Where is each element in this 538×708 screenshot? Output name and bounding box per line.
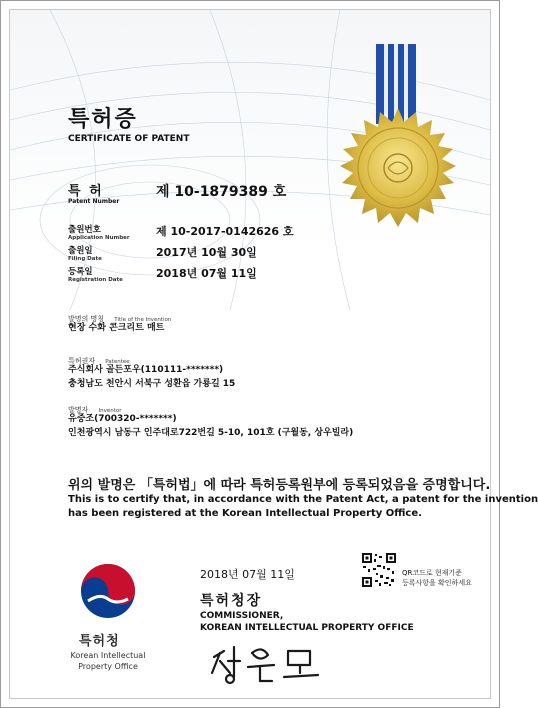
office-name-ko: 특허청 — [79, 634, 120, 649]
registration-date-value: 2018년 07월 11일 — [156, 267, 257, 280]
qr-text-line2: 등록사항을 확인하세요 — [402, 579, 472, 587]
certificate-sheet — [9, 9, 538, 699]
filing-date-label-en: Filing Date — [68, 256, 102, 262]
inventor-name: 유중조(700320-*******) — [68, 414, 177, 424]
qr-text-line1: QR코드로 현재기준 — [402, 569, 462, 577]
patentee-address: 충청남도 천안시 서북구 성환읍 가룡길 15 — [68, 379, 236, 389]
registration-date-label-en: Registration Date — [68, 277, 123, 283]
filing-date-label: 출원일 — [68, 246, 93, 256]
patent-number-label: 특 허 — [68, 184, 104, 199]
invention-label: 발명의 명칭 Title of the Invention — [68, 315, 172, 323]
patent-number-value: 제 10-1879389 호 — [156, 184, 287, 200]
gold-seal-icon — [338, 108, 458, 228]
certification-statement-ko: 위의 발명은 「특허법」에 따라 특허등록원부에 등록되었음을 증명합니다. — [68, 478, 491, 493]
qr-code-icon[interactable] — [362, 553, 396, 587]
certificate-title: 특허증 — [68, 107, 138, 132]
certification-statement-en-2: has been registered at the Korean Intellectual Property Office. — [68, 508, 422, 519]
commissioner-signature — [208, 643, 328, 685]
patent-number-label-en: Patent Number — [68, 198, 120, 205]
issue-date: 2018년 07월 11일 — [200, 568, 295, 581]
application-number-label-en: Application Number — [68, 235, 130, 241]
inventor-address: 인천광역시 남동구 인주대로722번길 5-10, 101호 (구월동, 상우빌라) — [68, 428, 354, 438]
patentee-name: 주식회사 골든포우(110111-*******) — [68, 365, 224, 375]
inventor-label: 발명자 Inventor — [68, 406, 122, 414]
invention-title: 현장 수화 콘크리트 매트 — [68, 323, 165, 333]
certificate-subtitle: CERTIFICATE OF PATENT — [68, 134, 190, 144]
commissioner-title-en-2: KOREAN INTELLECTUAL PROPERTY OFFICE — [200, 623, 414, 633]
commissioner-title-ko: 특허청장 — [200, 593, 263, 609]
office-name-en-1: Korean Intellectual — [70, 651, 146, 660]
filing-date-value: 2017년 10월 30일 — [156, 246, 257, 259]
office-name-en-2: Property Office — [78, 662, 138, 671]
patentee-label: 특허권자 Patentee — [68, 357, 130, 365]
taegeuk-icon — [80, 563, 136, 619]
application-number-label: 출원번호 — [68, 225, 101, 235]
commissioner-title-en-1: COMMISSIONER, — [200, 611, 284, 621]
certification-statement-en-1: This is to certify that, in accordance with the Patent Act, a patent for the invention — [68, 494, 538, 505]
application-number-value: 제 10-2017-0142626 호 — [156, 225, 294, 238]
registration-date-label: 등록일 — [68, 267, 93, 277]
